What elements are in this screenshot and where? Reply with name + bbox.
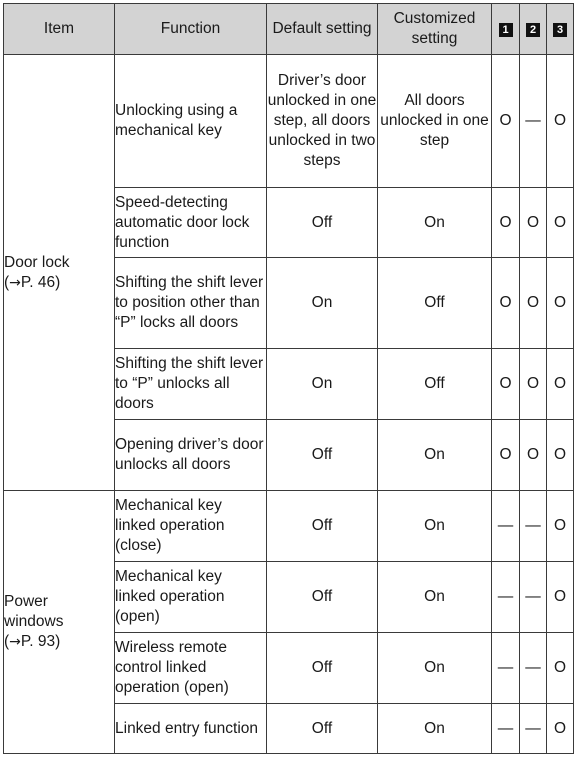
header-row [4,4,574,55]
function-cell: Shifting the shift lever to “P” unlocks all doors [115,349,267,420]
mark-2: — [520,633,547,704]
function-cell: Unlocking using a mechanical key [115,55,267,188]
mark-1: O [492,420,520,491]
header-col-3 [547,4,574,55]
header-col-1 [492,4,520,55]
customized-cell: Off [378,258,492,349]
function-cell: Opening driver’s door unlocks all doors [115,420,267,491]
mark-3: O [547,420,574,491]
customized-cell: Off [378,349,492,420]
item-label: Door lock [4,253,70,271]
function-cell: Shifting the shift lever to position other than “P” locks all doors [115,258,267,349]
customized-cell: On [378,704,492,754]
item-door-lock [4,55,115,491]
function-cell: Mechanical key linked operation (close) [115,491,267,562]
function-cell: Speed-detecting automatic door lock function [115,188,267,258]
default-cell: Off [267,188,378,258]
mark-3: O [547,633,574,704]
mark-3: O [547,349,574,420]
customized-cell: On [378,188,492,258]
mark-1: O [492,55,520,188]
mark-2: O [520,258,547,349]
mark-2: — [520,491,547,562]
table-row [4,491,574,562]
mark-1: O [492,258,520,349]
item-page-ref[interactable]: P. 46) [20,273,61,291]
table-row [4,55,574,188]
customized-cell: On [378,633,492,704]
badge-3: 3 [553,23,567,37]
header-function: Function [115,4,267,55]
mark-3: O [547,562,574,633]
mark-3: O [547,258,574,349]
badge-2: 2 [526,23,540,37]
default-cell: Off [267,491,378,562]
default-cell: Off [267,420,378,491]
default-cell: On [267,349,378,420]
mark-2: O [520,420,547,491]
mark-1: — [492,491,520,562]
default-cell: Off [267,633,378,704]
mark-2: — [520,562,547,633]
header-item: Item [4,4,115,55]
mark-1: O [492,188,520,258]
mark-3: O [547,491,574,562]
mark-2: — [520,704,547,754]
arrow-icon: → [9,634,21,650]
customized-cell: On [378,562,492,633]
item-power-windows [4,491,115,754]
customized-cell: On [378,491,492,562]
item-page-ref[interactable]: P. 93) [20,633,61,650]
item-paren: ( [4,633,10,650]
default-cell: Off [267,704,378,754]
default-cell: On [267,258,378,349]
header-col-2 [520,4,547,55]
default-cell: Off [267,562,378,633]
item-paren: ( [4,273,10,291]
mark-3: O [547,55,574,188]
default-cell: Driver’s door unlocked in one step, all doors unlocked in two steps [267,55,378,188]
function-cell: Wireless remote control linked operation (open) [115,633,267,704]
mark-3: O [547,704,574,754]
settings-table [3,3,574,754]
mark-1: — [492,562,520,633]
arrow-icon: → [9,274,21,291]
badge-1: 1 [499,23,513,37]
mark-2: O [520,188,547,258]
item-label: Power windows [4,593,64,630]
header-customized-setting: Customized setting [378,4,492,55]
function-cell: Mechanical key linked operation (open) [115,562,267,633]
customized-cell: On [378,420,492,491]
header-default-setting: Default setting [267,4,378,55]
mark-1: O [492,349,520,420]
function-cell: Linked entry function [115,704,267,754]
mark-2: O [520,349,547,420]
customized-cell: All doors unlocked in one step [378,55,492,188]
mark-2: — [520,55,547,188]
mark-1: — [492,633,520,704]
mark-1: — [492,704,520,754]
mark-3: O [547,188,574,258]
